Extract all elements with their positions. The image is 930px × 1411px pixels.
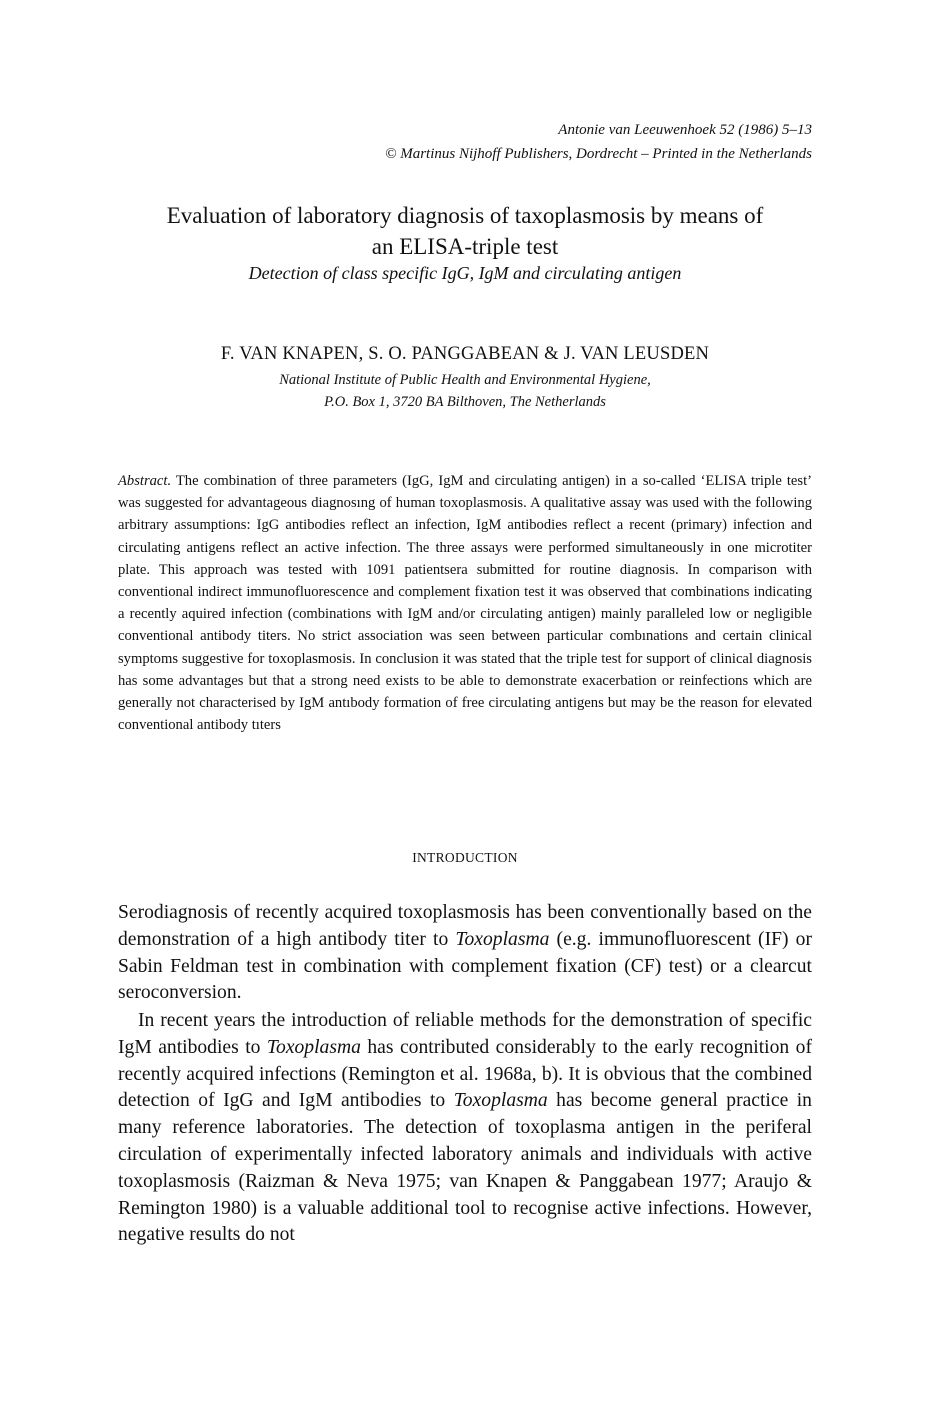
italic-term: Toxoplasma: [266, 1036, 361, 1058]
abstract-label: Abstract.: [118, 473, 172, 489]
affiliation-line-2: P.O. Box 1, 3720 BA Bilthoven, The Netherlands: [324, 394, 606, 410]
italic-term: Toxoplasma: [453, 1090, 548, 1112]
text-run: has become general practice in many reference laboratories. The detection of toxoplasma antigen in the periferal circulation of experimentally infected laboratory animals and individuals with active toxoplasmosis (Raizman & Neva 1975; van Knapen & Panggabean 1977; Araujo & Remington 1980) is a valuable additional tool to recognise active infections. However, negative results do not: [118, 1090, 812, 1246]
paper-title: [100, 200, 830, 262]
section-heading-introduction: INTRODUCTION: [412, 850, 518, 865]
abstract: [118, 470, 812, 736]
text-run: In recent years the introduction of reliable methods for the demonstration of specific IgM antibodies to: [118, 1010, 812, 1058]
text-run: Serodiagnosis of recently acquired toxoplasmosis has been conventionally based on the demonstration of a high antibody titer to: [118, 902, 812, 950]
italic-term: Toxoplasma: [455, 928, 550, 950]
journal-citation: Antonie van Leeuwenhoek 52 (1986) 5–13: [558, 122, 812, 138]
title-line-2: an ELISA-triple test: [371, 234, 559, 259]
journal-header: [385, 118, 812, 166]
paper-subtitle: Detection of class specific IgG, IgM and circulating antigen: [248, 263, 682, 283]
affiliation: [100, 369, 830, 413]
text-run: (e.g. immunofluorescent (IF) or Sabin Feldman test in combination with complement fixation (CF) test) or a clearcut seroconversion.: [118, 928, 812, 1004]
abstract-text: The combination of three parameters (IgG, IgM and circulating antigen) in a so-called ‘ELISA triple test’ was suggested for advantageous diagnosıng of human toxoplasmosis. A qualitative assay was used with the following arbitrary assumptions: IgG antibodies reflect an infection, IgM antibodies reflect a recent (primary) infection and circulating antigens reflect an active infection. The three assays were performed simultaneously in one microtiter plate. This approach was tested with 1091 patientsera submitted for routine diagnosis. In comparison with conventional indirect immunofluorescence and complement fixation test it was observed that combinations indicating a recently aquired infection (combinations with IgM and/or circulating antigen) mainly paralleled low or negligible conventional antibody titers. No strict association was seen between particular combınations and certain clinical symptoms suggestive for toxoplasmosis. In conclusion it was stated that the triple test for support of clinical diagnosis has some advantages but that a strong need exists to be able to demonstrate exacerbation or reinfections which are generally not characterised by IgM antıbody formation of free circulating antigens but may be the reason for elevated conventional antibody tıters: [118, 473, 812, 734]
affiliation-line-1: National Institute of Public Health and Environmental Hygiene,: [279, 372, 651, 388]
publisher-line: © Martinus Nijhoff Publishers, Dordrecht – Printed in the Netherlands: [385, 146, 812, 162]
title-line-1: Evaluation of laboratory diagnosis of taxoplasmosis by means of: [166, 203, 764, 228]
intro-paragraph-1: [118, 900, 812, 1007]
author-list: F. VAN KNAPEN, S. O. PANGGABEAN & J. VAN LEUSDEN: [220, 344, 710, 364]
intro-paragraph-2: [118, 1008, 812, 1249]
text-run: has contributed considerably to the early recognition of recently acquired infections (Remington et al. 1968a, b). It is obvious that the combined detection of IgG and IgM antibodies to: [118, 1036, 813, 1112]
